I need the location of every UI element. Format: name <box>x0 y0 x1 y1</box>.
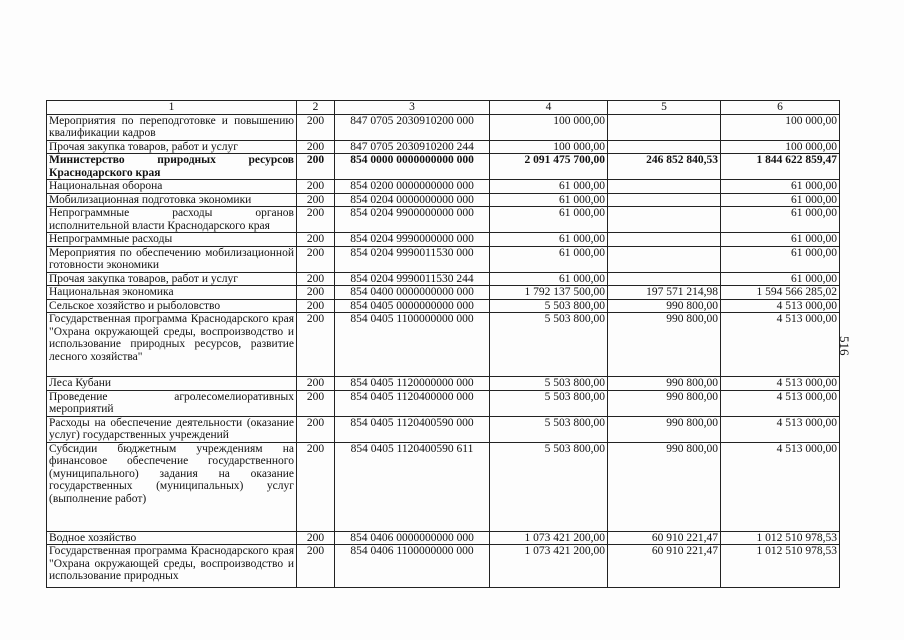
table-row <box>47 442 840 531</box>
row-value-6: 61 000,00 <box>721 272 840 286</box>
row-value-5: 990 800,00 <box>608 299 721 313</box>
row-value-4: 5 503 800,00 <box>490 377 608 391</box>
column-header-2: 2 <box>297 101 335 115</box>
table-row <box>47 180 840 194</box>
row-code: 200 <box>297 233 335 247</box>
row-value-5: 197 571 214,98 <box>608 286 721 300</box>
row-value-6: 1 844 622 859,47 <box>721 154 840 180</box>
row-name: Прочая закупка товаров, работ и услуг <box>47 140 297 154</box>
row-code: 200 <box>297 442 335 531</box>
row-value-4: 5 503 800,00 <box>490 313 608 377</box>
budget-table <box>46 100 840 588</box>
row-value-6: 4 513 000,00 <box>721 299 840 313</box>
row-value-4: 1 792 137 500,00 <box>490 286 608 300</box>
row-name: Государственная программа Краснодарского края "Охрана окружающей среды, воспроизводство и использование природных ресурсов, развитие лесного хозяйства" <box>47 313 297 377</box>
row-code: 200 <box>297 286 335 300</box>
row-code: 200 <box>297 416 335 442</box>
row-value-4: 61 000,00 <box>490 272 608 286</box>
row-name: Мероприятия по обеспечению мобилизационной готовности экономики <box>47 246 297 272</box>
row-name: Национальная оборона <box>47 180 297 194</box>
table-row <box>47 545 840 588</box>
row-value-6: 1 012 510 978,53 <box>721 545 840 588</box>
row-value-4: 5 503 800,00 <box>490 416 608 442</box>
row-value-4: 61 000,00 <box>490 193 608 207</box>
table-row <box>47 193 840 207</box>
row-code: 200 <box>297 377 335 391</box>
row-value-5: 60 910 221,47 <box>608 531 721 545</box>
row-code: 200 <box>297 272 335 286</box>
row-value-6: 100 000,00 <box>721 114 840 140</box>
row-name: Сельское хозяйство и рыболовство <box>47 299 297 313</box>
row-kbk: 854 0405 1120400000 000 <box>335 390 490 416</box>
row-name: Мероприятия по переподготовке и повышению квалификации кадров <box>47 114 297 140</box>
row-value-4: 100 000,00 <box>490 140 608 154</box>
column-header-row <box>47 101 840 115</box>
row-kbk: 847 0705 2030910200 000 <box>335 114 490 140</box>
row-value-5: 246 852 840,53 <box>608 154 721 180</box>
row-value-4: 2 091 475 700,00 <box>490 154 608 180</box>
row-value-6: 4 513 000,00 <box>721 442 840 531</box>
row-kbk: 854 0204 9900000000 000 <box>335 207 490 233</box>
row-kbk: 854 0204 9990011530 244 <box>335 272 490 286</box>
row-kbk: 854 0406 0000000000 000 <box>335 531 490 545</box>
row-name: Водное хозяйство <box>47 531 297 545</box>
row-name: Национальная экономика <box>47 286 297 300</box>
row-value-5 <box>608 140 721 154</box>
row-value-4: 61 000,00 <box>490 233 608 247</box>
table-row-section <box>47 154 840 180</box>
row-kbk: 847 0705 2030910200 244 <box>335 140 490 154</box>
row-kbk: 854 0204 9990011530 000 <box>335 246 490 272</box>
row-value-6: 61 000,00 <box>721 193 840 207</box>
table-row <box>47 246 840 272</box>
row-code: 200 <box>297 180 335 194</box>
table-row <box>47 207 840 233</box>
row-value-4: 1 073 421 200,00 <box>490 531 608 545</box>
column-header-3: 3 <box>335 101 490 115</box>
row-value-5 <box>608 180 721 194</box>
table-row <box>47 416 840 442</box>
row-name: Государственная программа Краснодарского края "Охрана окружающей среды, воспроизводство и использование природных <box>47 545 297 588</box>
row-value-5: 990 800,00 <box>608 313 721 377</box>
row-kbk: 854 0405 1120400590 611 <box>335 442 490 531</box>
row-value-6: 4 513 000,00 <box>721 416 840 442</box>
row-value-6: 4 513 000,00 <box>721 390 840 416</box>
row-value-5 <box>608 233 721 247</box>
table-row <box>47 377 840 391</box>
row-kbk: 854 0204 0000000000 000 <box>335 193 490 207</box>
row-name: Непрограммные расходы органов исполнительной власти Краснодарского края <box>47 207 297 233</box>
row-code: 200 <box>297 313 335 377</box>
row-value-6: 1 594 566 285,02 <box>721 286 840 300</box>
row-value-6: 4 513 000,00 <box>721 313 840 377</box>
column-header-5: 5 <box>608 101 721 115</box>
row-name: Прочая закупка товаров, работ и услуг <box>47 272 297 286</box>
row-value-5: 990 800,00 <box>608 377 721 391</box>
row-value-4: 1 073 421 200,00 <box>490 545 608 588</box>
table-row <box>47 233 840 247</box>
row-value-6: 61 000,00 <box>721 180 840 194</box>
row-name: Субсидии бюджетным учреждениям на финансовое обеспечение государственного (муниципального) задания на оказание государственных (муниципальных) услуг (выполнение работ) <box>47 442 297 531</box>
row-value-4: 100 000,00 <box>490 114 608 140</box>
column-header-6: 6 <box>721 101 840 115</box>
row-value-4: 5 503 800,00 <box>490 390 608 416</box>
column-header-4: 4 <box>490 101 608 115</box>
table-row <box>47 272 840 286</box>
row-value-5 <box>608 114 721 140</box>
row-value-6: 4 513 000,00 <box>721 377 840 391</box>
table-row <box>47 313 840 377</box>
row-value-5: 990 800,00 <box>608 390 721 416</box>
row-kbk: 854 0000 0000000000 000 <box>335 154 490 180</box>
row-code: 200 <box>297 154 335 180</box>
table-row <box>47 114 840 140</box>
row-kbk: 854 0405 1120000000 000 <box>335 377 490 391</box>
row-value-6: 61 000,00 <box>721 246 840 272</box>
row-kbk: 854 0405 1100000000 000 <box>335 313 490 377</box>
row-kbk: 854 0406 1100000000 000 <box>335 545 490 588</box>
row-code: 200 <box>297 193 335 207</box>
row-kbk: 854 0400 0000000000 000 <box>335 286 490 300</box>
row-name: Расходы на обеспечение деятельности (оказание услуг) государственных учреждений <box>47 416 297 442</box>
row-code: 200 <box>297 207 335 233</box>
row-value-5: 990 800,00 <box>608 416 721 442</box>
row-code: 200 <box>297 140 335 154</box>
row-code: 200 <box>297 390 335 416</box>
table-row <box>47 390 840 416</box>
row-kbk: 854 0405 0000000000 000 <box>335 299 490 313</box>
row-value-5 <box>608 207 721 233</box>
row-name: Непрограммные расходы <box>47 233 297 247</box>
row-value-5: 60 910 221,47 <box>608 545 721 588</box>
row-value-4: 61 000,00 <box>490 207 608 233</box>
row-value-6: 100 000,00 <box>721 140 840 154</box>
table-row <box>47 299 840 313</box>
row-code: 200 <box>297 246 335 272</box>
row-value-4: 61 000,00 <box>490 246 608 272</box>
row-name: Проведение агролесомелиоративных мероприятий <box>47 390 297 416</box>
page-number: 516 <box>837 336 852 356</box>
row-value-6: 61 000,00 <box>721 233 840 247</box>
row-value-5 <box>608 272 721 286</box>
table-row <box>47 531 840 545</box>
row-code: 200 <box>297 114 335 140</box>
row-value-4: 61 000,00 <box>490 180 608 194</box>
row-value-4: 5 503 800,00 <box>490 299 608 313</box>
row-kbk: 854 0405 1120400590 000 <box>335 416 490 442</box>
row-kbk: 854 0200 0000000000 000 <box>335 180 490 194</box>
row-value-5 <box>608 193 721 207</box>
row-value-6: 61 000,00 <box>721 207 840 233</box>
table-row <box>47 140 840 154</box>
row-name: Министерство природных ресурсов Краснодарского края <box>47 154 297 180</box>
table-row <box>47 286 840 300</box>
row-value-5 <box>608 246 721 272</box>
column-header-1: 1 <box>47 101 297 115</box>
row-code: 200 <box>297 531 335 545</box>
row-value-6: 1 012 510 978,53 <box>721 531 840 545</box>
row-kbk: 854 0204 9990000000 000 <box>335 233 490 247</box>
row-code: 200 <box>297 299 335 313</box>
row-value-5: 990 800,00 <box>608 442 721 531</box>
row-name: Мобилизационная подготовка экономики <box>47 193 297 207</box>
row-name: Леса Кубани <box>47 377 297 391</box>
row-value-4: 5 503 800,00 <box>490 442 608 531</box>
row-code: 200 <box>297 545 335 588</box>
